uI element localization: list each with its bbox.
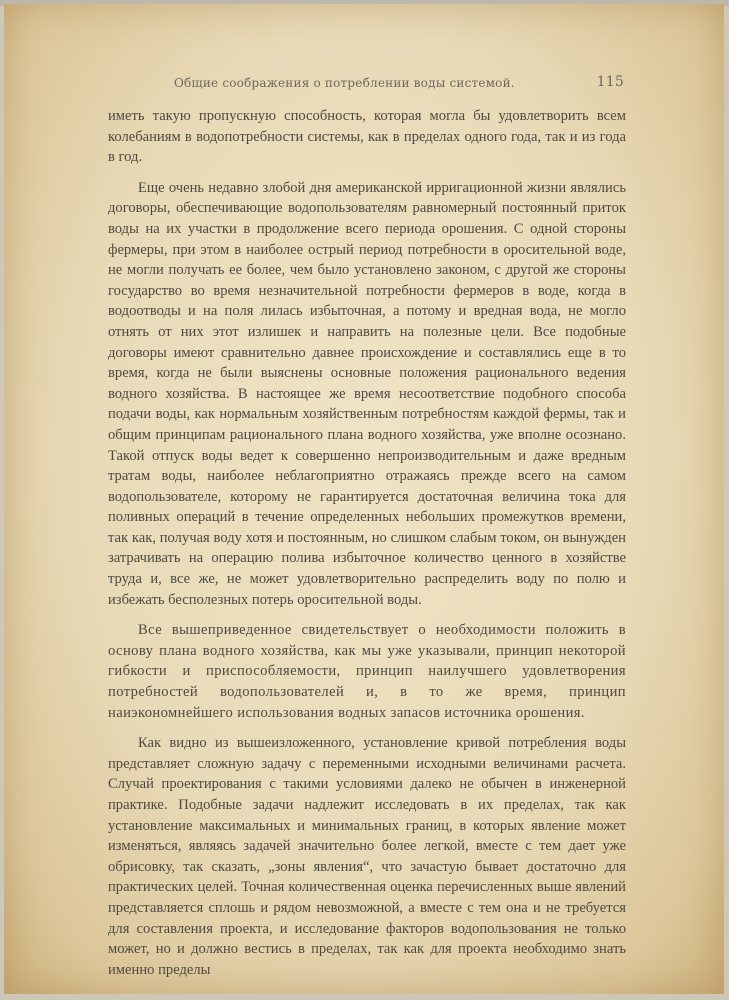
paragraph-continuation: иметь такую пропускную способность, которая могла бы удовлетворить всем колебаниям в водопотребности системы, как в пределах одного года, так и из года в год. xyxy=(108,108,626,166)
book-page xyxy=(4,4,724,994)
paragraph-consumption-curve: Как видно из вышеизложенного, установление кривой потребления воды представляет сложную задачу с переменными исходными величинами расчета. Случай проектирования с такими условиями далеко не обычен в инженерной практике. Подобные задачи надлежит исследовать в их пределах, так как установление максимальных и минимальных границ, в которых явление может изменяться, являясь задачей значительно более легкой, вместе с тем дает уже обрисовку, так сказать, „зоны явления“, что зачастую бывает достаточно для практических целей. Точная количественная оценка перечисленных выше явлений представляется сплошь и рядом невозможной, а вместе с тем она и не требуется для составления проекта, и исследование факторов водопользования не только может, но и должно вестись в пределах, так как для проекта необходимо знать именно пределы xyxy=(108,735,626,978)
page-number: 115 xyxy=(596,74,624,90)
running-header-title: Общие соображения о потреблении воды системой. xyxy=(174,76,515,90)
page-body xyxy=(108,106,626,990)
paragraph-flexibility-principle: Все вышеприведенное свидетельствует о необходимости положить в основу плана водного хозяйства, как мы уже указывали, принцип некоторой гибкости и приспособляемости, принцип наилучшего удовлетворения потребностей водопользователей и, в то же время, принцип наиэкономнейшего использования водных запасов источника орошения. xyxy=(108,622,626,721)
paragraph-irrigation-contracts: Еще очень недавно злобой дня американской ирригационной жизни являлись договоры, обеспечивающие водопользователям равномерный постоянный приток воды на их участки в продолжение всего периода орошения. С одной стороны фермеры, при этом в наиболее острый период потребности в оросительной воде, не могли получать ее более, чем было установлено законом, с другой же стороны государство во время незначительной потребности фермеров в воде, когда в водоотводы и на поля лилась избыточная, а потому и вредная вода, не могло отнять от них этот излишек и направить на полезные цели. Все подобные договоры имеют сравнительно давнее происхождение и составлялись еще в то время, когда не были выяснены основные положения рационального ведения водного хозяйства. В настоящее же время несоответствие подобного способа подачи воды, как нормальным хозяйственным потребностям каждой фермы, так и общим принципам рационального плана водного хозяйства, уже вполне осознано. Такой отпуск воды ведет к совершенно непроизводительным и даже вредным тратам воды, наиболее неблагоприятно отражаясь прежде всего на самом водопользователе, которому не гарантируется достаточная величина тока для поливных операций в течение определенных небольших промежутков времени, так как, получая воду хотя и постоянным, но слишком слабым током, он вынужден затрачивать на операцию полива избыточное количество ценного в хозяйстве труда и, все же, не может удовлетворительно распределить воду по полю и избежать бесполезных потерь оросительной воды. xyxy=(108,179,626,608)
